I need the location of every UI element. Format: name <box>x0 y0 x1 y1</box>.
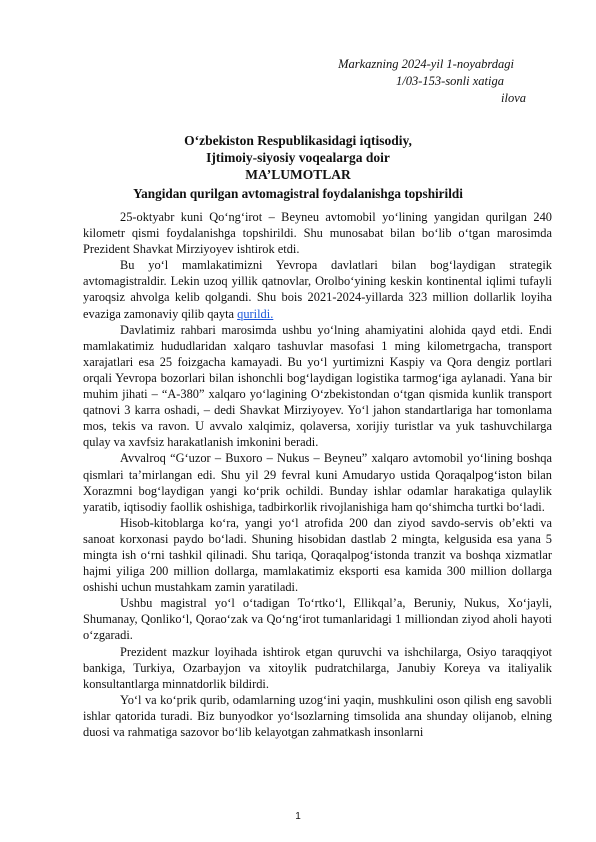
qurildi-link[interactable]: qurildi. <box>237 306 274 321</box>
paragraph-5: Hisob-kitoblarga ko‘ra, yangi yo‘l atrofida 200 dan ziyod savdo-servis ob’ekti va sanoat korxonasi paydo bo‘ladi. Shuning hisobidan dastlab 2 mingta, kelgusida esa yana 5 mingta ish o‘rni tashkil qilinadi. Shu tariqa, Qoraqalpog‘istonda tranzit va boshqa xizmatlar hajmi yiliga 200 million dollarga, mamlakatimiz eksporti esa kamida 300 million dollarga oshishi uchun mustahkam zamin yaratiladi. <box>83 515 552 595</box>
paragraph-1: 25-oktyabr kuni Qo‘ng‘irot – Beyneu avtomobil yo‘lining yangidan qurilgan 240 kilometr qismi foydalanishga topshirildi. Shu munosabat bilan bo‘lib o‘tgan marosimda Prezident Shavkat Mirziyoyev ishtirok etdi. <box>83 210 552 257</box>
paragraph-4: Avvalroq “G‘uzor – Buxoro – Nukus – Beyneu” xalqaro avtomobil yo‘lining boshqa qismlari ta’mirlangan edi. Shu yil 29 fevral kuni Amudaryo ustida Qoraqalpog‘iston bilan Xorazmni bog‘laydigan yangi ko‘prik ochildi. Bunday ishlar odamlar harakatiga qulaylik yaratib, iqtisodiy faollik oshishiga, tadbirkorlik rivojlanishiga ham qo‘shimcha turtki bo‘ladi. <box>83 451 552 514</box>
reference-note <box>338 56 526 107</box>
document-body <box>83 209 552 740</box>
paragraph-3: Davlatimiz rahbari marosimda ushbu yo‘lning ahamiyatini alohida qayd etdi. Endi mamlakatimiz hududlaridan xalqaro tashuvlar masofasi 1 ming kilometrgacha, transport xarajatlari esa 25 foizgacha kamayadi. Bu yo‘l yurtimizni Kaspiy va Qora dengiz portlari orqali Yevropa bozorlari bilan ishonchli bog‘laydigan logistika tarmog‘iga aylanadi. Yana bir muhim jihati – “A-380” xalqaro yo‘lagining O‘zbekistondan o‘tgan qismida kunlik transport qatnovi 3 karra oshadi, – dedi Shavkat Mirziyoyev. Yo‘l jahon standartlariga har tomonlama mos, tekis va ravon. U avvalo xalqimiz, qolaversa, xorijiy turistlar va yuk tashuvchilarga qulay va xavfsiz harakatlanish imkonini beradi. <box>83 322 552 450</box>
title-line-1: O‘zbekiston Respublikasidagi iqtisodiy, <box>184 133 412 148</box>
section-title: Yangidan qurilgan avtomagistral foydalanishga topshirildi <box>133 186 463 201</box>
paragraph-6: Ushbu magistral yo‘l o‘tadigan To‘rtko‘l, Ellikqal’a, Beruniy, Nukus, Xo‘jayli, Shumanay, Qonliko‘l, Qorao‘zak va Qo‘ng‘irot tumanlaridagi 1 milliondan ziyod aholi hayoti o‘zgaradi. <box>83 596 552 643</box>
title-line-3: MA’LUMOTLAR <box>245 167 351 182</box>
document-title <box>0 132 596 183</box>
reference-line-number: 1/03-153-sonli xatiga <box>396 74 504 88</box>
paragraph-8: Yo‘l va ko‘prik qurib, odamlarning uzog‘ini yaqin, mushkulini oson qilish eng savobli ishlar qatorida turadi. Biz bunyodkor yo‘lsozlarning timsolida ana shunday olijanob, elning duosi va rahmatiga sazovor bo‘lib kelayotgan zahmatkash insonlarni <box>83 692 552 739</box>
paragraph-7: Prezident mazkur loyihada ishtirok etgan quruvchi va ishchilarga, Osiyo taraqqiyot bankiga, Turkiya, Ozarbayjon va xitoylik pudratchilarga, Janubiy Koreya va italiyalik konsultantlarga minnatdorlik bildirdi. <box>83 644 552 691</box>
paragraph-2 <box>83 257 552 321</box>
paragraph-2-text: Bu yo‘l mamlakatimizni Yevropa davlatlari bilan bog‘laydigan strategik avtomagistraldir. Lekin uzoq yillik qatnovlar, Orolbo‘yining keskin kontinental iqlimi tufayli yaroqsiz ahvolga kelib qolgandi. Shu bois 2021-2024-yillarda 323 million dollarlik loyiha evaziga zamonaviy qilib qayta <box>83 258 552 321</box>
reference-line-appendix: ilova <box>501 91 526 105</box>
reference-line-date: Markazning 2024-yil 1-noyabrdagi <box>338 57 514 71</box>
title-line-2: Ijtimoiy-siyosiy voqealarga doir <box>206 150 390 165</box>
page-number: 1 <box>295 811 301 822</box>
